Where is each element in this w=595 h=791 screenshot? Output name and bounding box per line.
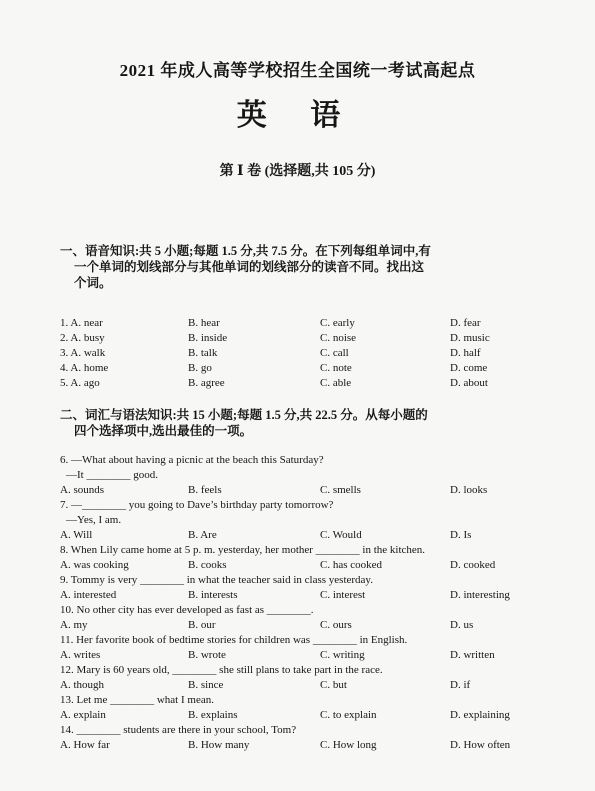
option-c: C. note (320, 362, 352, 374)
option-b: B. agree (188, 377, 225, 389)
option-c: C. call (320, 347, 349, 359)
option-c: C. Would (320, 529, 362, 541)
section1-heading (60, 243, 540, 291)
option-d: D. looks (450, 484, 488, 496)
section1-heading-line: 个词。 (74, 276, 112, 290)
option-d: D. come (450, 362, 488, 374)
option-b: B. hear (188, 317, 220, 329)
question-options (60, 618, 540, 633)
section2-heading-line: 二、词汇与语法知识:共 15 小题;每题 1.5 分,共 22.5 分。从每小题的 (60, 408, 428, 422)
exam-title: 2021 年成人高等学校招生全国统一考试高起点 (119, 61, 476, 80)
question-stem: 13. Let me ________ what I mean. (60, 694, 214, 706)
option-d: D. fear (450, 317, 481, 329)
subject-title: 英 语 (236, 99, 359, 132)
option-d: D. Is (450, 529, 472, 541)
option-b: B. wrote (188, 649, 226, 661)
option-c: C. able (320, 377, 352, 389)
option-a: A. explain (60, 709, 106, 721)
option-c: C. ours (320, 619, 352, 631)
option-d: D. music (450, 332, 490, 344)
question-stem: 11. Her favorite book of bedtime stories for children was ________ in English. (60, 634, 408, 646)
option-b: B. How many (188, 739, 250, 751)
phonetics-item (60, 376, 540, 391)
question-options (60, 708, 540, 723)
option-b: B. interests (188, 589, 238, 601)
option-d: D. us (450, 619, 474, 631)
option-d: D. about (450, 377, 488, 389)
option-c: C. How long (320, 739, 377, 751)
phonetics-item (60, 316, 540, 331)
option-b: B. our (188, 619, 216, 631)
phonetics-item (60, 361, 540, 376)
question-stem: 7. —________ you going to Dave’s birthday party tomorrow? (60, 499, 334, 511)
option-d: D. cooked (450, 559, 496, 571)
option-a: A. sounds (60, 484, 105, 496)
question-stem: 6. —What about having a picnic at the beach this Saturday? (60, 454, 324, 466)
option-a: 5. A. ago (60, 377, 100, 389)
option-b: B. feels (188, 484, 222, 496)
phonetics-item (60, 346, 540, 361)
option-b: B. explains (188, 709, 238, 721)
option-a: A. writes (60, 649, 101, 661)
option-a: A. my (60, 619, 88, 631)
question-options (60, 483, 540, 498)
question-stem: 14. ________ students are there in your school, Tom? (60, 724, 297, 736)
question-stem: 8. When Lily came home at 5 p. m. yesterday, her mother ________ in the kitchen. (60, 544, 426, 556)
option-a: 1. A. near (60, 317, 103, 329)
question-options (60, 648, 540, 663)
question-stem: 12. Mary is 60 years old, ________ she still plans to take part in the race. (60, 664, 383, 676)
option-a: A. Will (60, 529, 93, 541)
option-d: D. interesting (450, 589, 510, 601)
section2-heading (60, 407, 540, 439)
option-d: D. written (450, 649, 495, 661)
option-b: B. go (188, 362, 212, 374)
option-b: B. talk (188, 347, 218, 359)
option-d: D. half (450, 347, 481, 359)
section1-heading-line: 一、语音知识:共 5 小题;每题 1.5 分,共 7.5 分。在下列每组单词中,有 (60, 244, 431, 258)
question-reply: —Yes, I am. (66, 514, 122, 526)
section1-heading-line: 一个单词的划线部分与其他单词的划线部分的读音不同。找出这 (74, 260, 425, 274)
option-c: C. smells (320, 484, 361, 496)
question-options (60, 588, 540, 603)
option-a: A. How far (60, 739, 110, 751)
option-d: D. explaining (450, 709, 510, 721)
question-options (60, 528, 540, 543)
option-a: A. was cooking (60, 559, 129, 571)
option-a: A. interested (60, 589, 117, 601)
option-c: C. to explain (320, 709, 377, 721)
option-c: C. interest (320, 589, 366, 601)
question-options (60, 738, 540, 753)
option-c: C. has cooked (320, 559, 383, 571)
phonetics-item (60, 331, 540, 346)
question-stem: 10. No other city has ever developed as fast as ________. (60, 604, 314, 616)
volume-heading: 第 Ⅰ 卷 (选择题,共 105 分) (219, 164, 376, 179)
question-options (60, 678, 540, 693)
option-b: B. inside (188, 332, 228, 344)
option-d: D. if (450, 679, 471, 691)
option-d: D. How often (450, 739, 511, 751)
option-c: C. but (320, 679, 347, 691)
option-a: 4. A. home (60, 362, 109, 374)
option-a: A. though (60, 679, 104, 691)
question-options (60, 558, 540, 573)
section2-heading-line: 四个选择项中,选出最佳的一项。 (74, 424, 253, 438)
option-c: C. early (320, 317, 355, 329)
option-b: B. since (188, 679, 224, 691)
option-a: 3. A. walk (60, 347, 106, 359)
option-c: C. writing (320, 649, 365, 661)
option-a: 2. A. busy (60, 332, 105, 344)
option-b: B. cooks (188, 559, 227, 571)
option-b: B. Are (188, 529, 217, 541)
question-stem: 9. Tommy is very ________ in what the teacher said in class yesterday. (60, 574, 373, 586)
option-c: C. noise (320, 332, 357, 344)
question-reply: —It ________ good. (66, 469, 158, 481)
